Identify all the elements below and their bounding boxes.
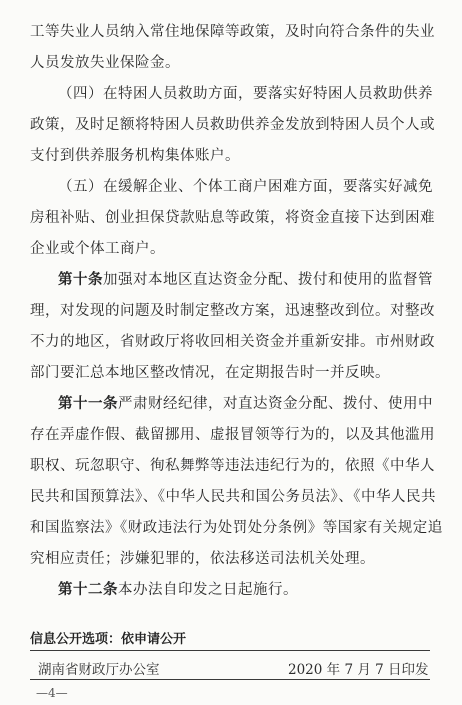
article-10-heading: 第十条 — [58, 271, 103, 288]
article-11-heading: 第十一条 — [58, 395, 118, 412]
text-line: 部门要汇总本地区整改情况，在定期报告时一并反映。 — [30, 365, 390, 381]
text-line: 企业或个体工商户。 — [30, 241, 165, 257]
footer-bottom-rule — [30, 679, 430, 680]
text-line: 支付到供养服务机构集体账户。 — [30, 148, 240, 164]
text-line: 究相应责任；涉嫌犯罪的，依法移送司法机关处理。 — [30, 551, 375, 567]
article-12-first-line — [58, 580, 298, 600]
article-10-first-line — [58, 270, 433, 290]
text-line: 严肃财经纪律，对直达资金分配、拨付、使用中 — [118, 396, 433, 412]
footer-top-rule — [30, 650, 430, 651]
text-line: 人员发放失业保险金。 — [30, 55, 180, 71]
page-number: —4— — [36, 686, 68, 700]
text-line: （五）在缓解企业、个体工商户困难方面，要落实好减免 — [58, 179, 433, 195]
text-line: 职权、玩忽职守、徇私舞弊等违法违纪行为的，依照《中华人 — [30, 458, 435, 474]
text-line: 理，对发现的问题及时制定整改方案，迅速整改到位。对整改 — [30, 303, 435, 319]
text-line: 存在弄虚作假、截留挪用、虚报冒领等行为的，以及其他滥用 — [30, 427, 435, 443]
text-line: 房租补贴、创业担保贷款贴息等政策，将资金直接下达到困难 — [30, 210, 435, 226]
text-line: 本办法自印发之日起施行。 — [118, 582, 298, 598]
text-line: 工等失业人员纳入常住地保障等政策，及时向符合条件的失业 — [30, 24, 435, 40]
issue-date: 2020 年 7 月 7 日印发 — [288, 662, 429, 678]
text-line: （四）在特困人员救助方面，要落实好特困人员救助供养 — [58, 86, 433, 102]
article-12-heading: 第十二条 — [58, 581, 118, 598]
text-line: 不力的地区，省财政厅将收回相关资金并重新安排。市州财政 — [30, 334, 435, 350]
text-line: 和国监察法》《财政违法行为处罚处分条例》等国家有关规定追 — [30, 520, 443, 536]
article-11-first-line — [58, 394, 433, 414]
disclosure-option: 信息公开选项：依申请公开 — [30, 632, 187, 647]
text-line: 政策，及时足额将特困人员救助供养金发放到特困人员个人或 — [30, 117, 435, 133]
issuer-name: 湖南省财政厅办公室 — [38, 662, 160, 678]
text-line: 加强对本地区直达资金分配、拨付和使用的监督管 — [103, 272, 433, 288]
text-line: 民共和国预算法》、《中华人民共和国公务员法》、《中华人民共 — [30, 489, 436, 505]
